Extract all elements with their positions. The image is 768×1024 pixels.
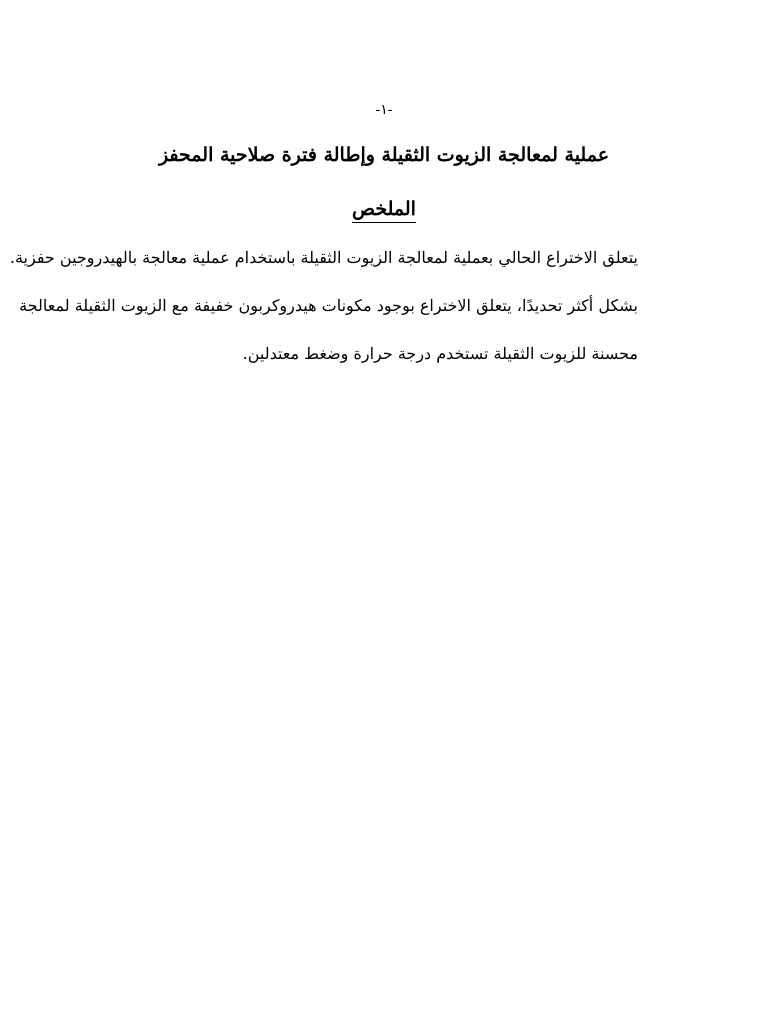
abstract-heading <box>0 198 768 223</box>
document-title: عملية لمعالجة الزيوت الثقيلة وإطالة فترة صلاحية المحفز <box>158 144 610 166</box>
page-number: -١- <box>375 102 393 118</box>
abstract-line-2: بشكل أكثر تحديدًا، يتعلق الاختراع بوجود مكونات هيدروكربون خفيفة مع الزيوت الثقيلة لمعالجة <box>19 296 638 315</box>
abstract-line-3: محسنة للزيوت الثقيلة تستخدم درجة حرارة وضغط معتدلين. <box>242 344 638 363</box>
abstract-line-1: يتعلق الاختراع الحالي بعملية لمعالجة الزيوت الثقيلة باستخدام عملية معالجة بالهيدروجين حفزية. <box>9 248 638 267</box>
abstract-heading-text: الملخص <box>352 198 416 223</box>
